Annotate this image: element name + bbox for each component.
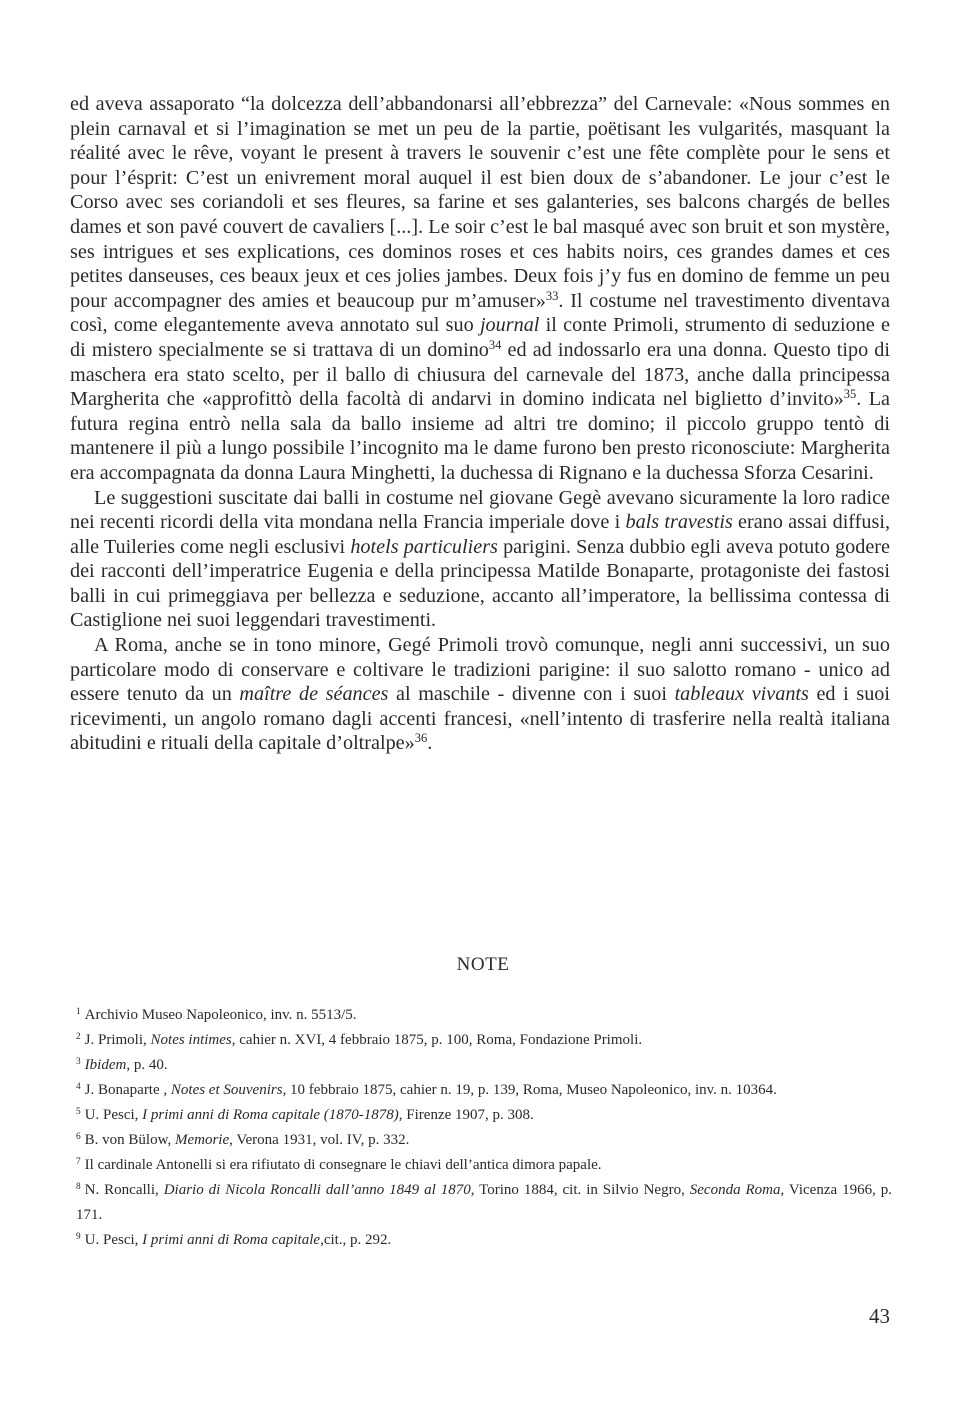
note-9 bbox=[76, 1228, 892, 1253]
text-run: ed ad indossarlo era una donna. Questo tipo di maschera era stato scelto, per il ballo di chiusura del carnevale del 1873, anche dalla principessa Margherita che «approfittò della facoltà di andarvi in domino indicata nel biglietto d’invito» bbox=[70, 338, 890, 411]
note-2 bbox=[76, 1028, 892, 1053]
note-text: ,cit., p. 292. bbox=[320, 1232, 392, 1248]
note-number: 8 bbox=[76, 1182, 81, 1193]
note-title: I primi anni di Roma capitale bbox=[142, 1232, 321, 1248]
note-1 bbox=[76, 1003, 892, 1028]
note-number: 7 bbox=[76, 1157, 81, 1168]
note-number: 6 bbox=[76, 1132, 81, 1143]
italic-term: journal bbox=[479, 314, 540, 337]
paragraph-3 bbox=[70, 633, 890, 756]
note-4 bbox=[76, 1078, 892, 1103]
text-run: il conte Primoli, strumento di seduzione e di mistero specialmente se si trattava di un domino bbox=[70, 314, 890, 361]
note-text: , p. 40. bbox=[126, 1057, 168, 1073]
text-run: . Il costume nel travestimento diventava così, come elegantemente aveva annotato sul suo bbox=[70, 289, 890, 337]
note-6 bbox=[76, 1128, 892, 1153]
note-7 bbox=[76, 1153, 892, 1178]
note-number: 1 bbox=[76, 1007, 81, 1018]
note-number: 2 bbox=[76, 1032, 81, 1043]
note-text: , 10 febbraio 1875, cahier n. 19, p. 139, Roma, Museo Napoleonico, inv. n. 10364. bbox=[282, 1082, 777, 1098]
page-number: 43 bbox=[869, 1304, 890, 1328]
text-run: Le suggestioni suscitate dai balli in costume nel giovane Gegè avevano sicuramente la loro radice nei recenti ricordi della vita mondana nella Francia imperiale dove i bbox=[70, 486, 890, 534]
text-run: parigini. Senza dubbio egli aveva potuto godere dei racconti dell’imperatrice Eugenia e della principessa Matilde Bonaparte, protagoniste dei fastosi balli in cui primeggiava per bellezza e seduzione, accanto all’imperatore, la bellissima contessa di Castiglione nei suoi leggendari travestimenti. bbox=[70, 535, 890, 632]
note-text: , Verona 1931, vol. IV, p. 332. bbox=[229, 1132, 410, 1148]
text-run: . bbox=[427, 732, 433, 755]
text-run: erano assai diffusi, alle Tuileries come negli esclusivi bbox=[70, 511, 890, 558]
note-text: , Vicenza 1966, p. 171. bbox=[76, 1182, 893, 1223]
footnote-ref-35: 35 bbox=[843, 387, 857, 402]
notes-list bbox=[76, 1003, 892, 1253]
note-text: Il cardinale Antonelli si era rifiutato di consegnare le chiavi dell’antica dimora papale. bbox=[84, 1157, 602, 1173]
note-title: Ibidem bbox=[84, 1057, 127, 1073]
note-3 bbox=[76, 1053, 892, 1078]
notes-heading: NOTE bbox=[456, 954, 510, 975]
italic-term: maître de séances bbox=[239, 683, 389, 706]
italic-term: bals travestis bbox=[625, 511, 733, 534]
italic-term: tableaux vivants bbox=[674, 683, 809, 706]
note-text: , cahier n. XVI, 4 febbraio 1875, p. 100, Roma, Fondazione Primoli. bbox=[231, 1032, 643, 1048]
note-number: 3 bbox=[76, 1057, 81, 1068]
text-run: A Roma, anche se in tono minore, Gegé Primoli trovò comunque, negli anni successivi, un suo particolare modo di conservare e coltivare le tradizioni parigine: il suo salotto romano - unico ad essere tenuto da un bbox=[70, 634, 890, 706]
text-run: ed aveva assaporato “la dolcezza dell’abbandonarsi all’ebbrezza” del Carnevale: «Nous sommes en plein carnaval et si l’imagination se met un peu de la partie, poëtisant les vulgarités, masquant la réalité avec le rêve, voyant le present à travers le souvenir c’est une fête complète pour le sens et pour l’ésprit: C’est un enivrement moral auquel il est bien doux de s’abandoner. Le jour c’est le Corso avec ses coriandoli et ses fleures, sa farine et ses galanteries, ses balcons chargés de belles dames et son pavé couvert de cavaliers [...]. Le soir c’est le bal masqué avec son bruit et son mystère, ses intrigues et ses explications, ces dominos roses et ces habits noirs, ces grandes dames et ces petites danseuses, ces beaux jeux et ces jolies jambes. Deux fois j’y fus en domino de femme un peu pour accompagner des amies et beaucoup pur m’amuser» bbox=[70, 93, 890, 312]
footnote-ref-34: 34 bbox=[488, 338, 502, 353]
note-text: J. Bonaparte , bbox=[84, 1082, 171, 1098]
note-8 bbox=[76, 1178, 892, 1228]
note-title: Seconda Roma bbox=[689, 1182, 781, 1198]
note-text: N. Roncalli, bbox=[84, 1182, 164, 1198]
note-text: , Firenze 1907, p. 308. bbox=[398, 1107, 534, 1123]
note-title: Diario di Nicola Roncalli dall’anno 1849 al 1870 bbox=[163, 1182, 471, 1198]
note-text: U. Pesci, bbox=[84, 1232, 143, 1248]
note-number: 5 bbox=[76, 1107, 81, 1118]
italic-term: hotels particuliers bbox=[350, 535, 498, 558]
note-number: 9 bbox=[76, 1232, 81, 1243]
note-5 bbox=[76, 1103, 892, 1128]
note-text: B. von Bülow, bbox=[84, 1132, 175, 1148]
note-text: J. Primoli, bbox=[84, 1032, 151, 1048]
note-text: , Torino 1884, cit. in Silvio Negro, bbox=[470, 1182, 690, 1198]
note-text: Archivio Museo Napoleonico, inv. n. 5513/5. bbox=[84, 1007, 357, 1023]
note-number: 4 bbox=[76, 1082, 81, 1093]
text-run: . La futura regina entrò nella sala da ballo insieme ad altri tre domino; il piccolo gruppo tentò di mantenere il più a lungo possibile l’incognito ma le dame furono ben presto riconosciute: Margherita era accompagnata da donna Laura Minghetti, la duchessa di Rignano e la duchessa Sforza Cesarini. bbox=[70, 388, 890, 484]
text-run: ed i suoi ricevimenti, un angolo romano dagli accenti francesi, «nell’intento di trasferire nella realtà italiana abitudini e rituali della capitale d’oltralpe» bbox=[70, 683, 890, 755]
note-title: I primi anni di Roma capitale (1870-1878) bbox=[142, 1107, 399, 1123]
note-text: U. Pesci, bbox=[84, 1107, 143, 1123]
text-run: al maschile - divenne con i suoi bbox=[388, 683, 675, 706]
footnote-ref-36: 36 bbox=[414, 731, 428, 746]
footnote-ref-33: 33 bbox=[545, 288, 559, 303]
paragraph-1 bbox=[70, 92, 890, 486]
paragraph-2 bbox=[70, 486, 890, 634]
body-text bbox=[70, 92, 890, 756]
note-title: Notes et Souvenirs bbox=[170, 1082, 283, 1098]
note-title: Memorie bbox=[174, 1132, 230, 1148]
note-title: Notes intimes bbox=[150, 1032, 232, 1048]
